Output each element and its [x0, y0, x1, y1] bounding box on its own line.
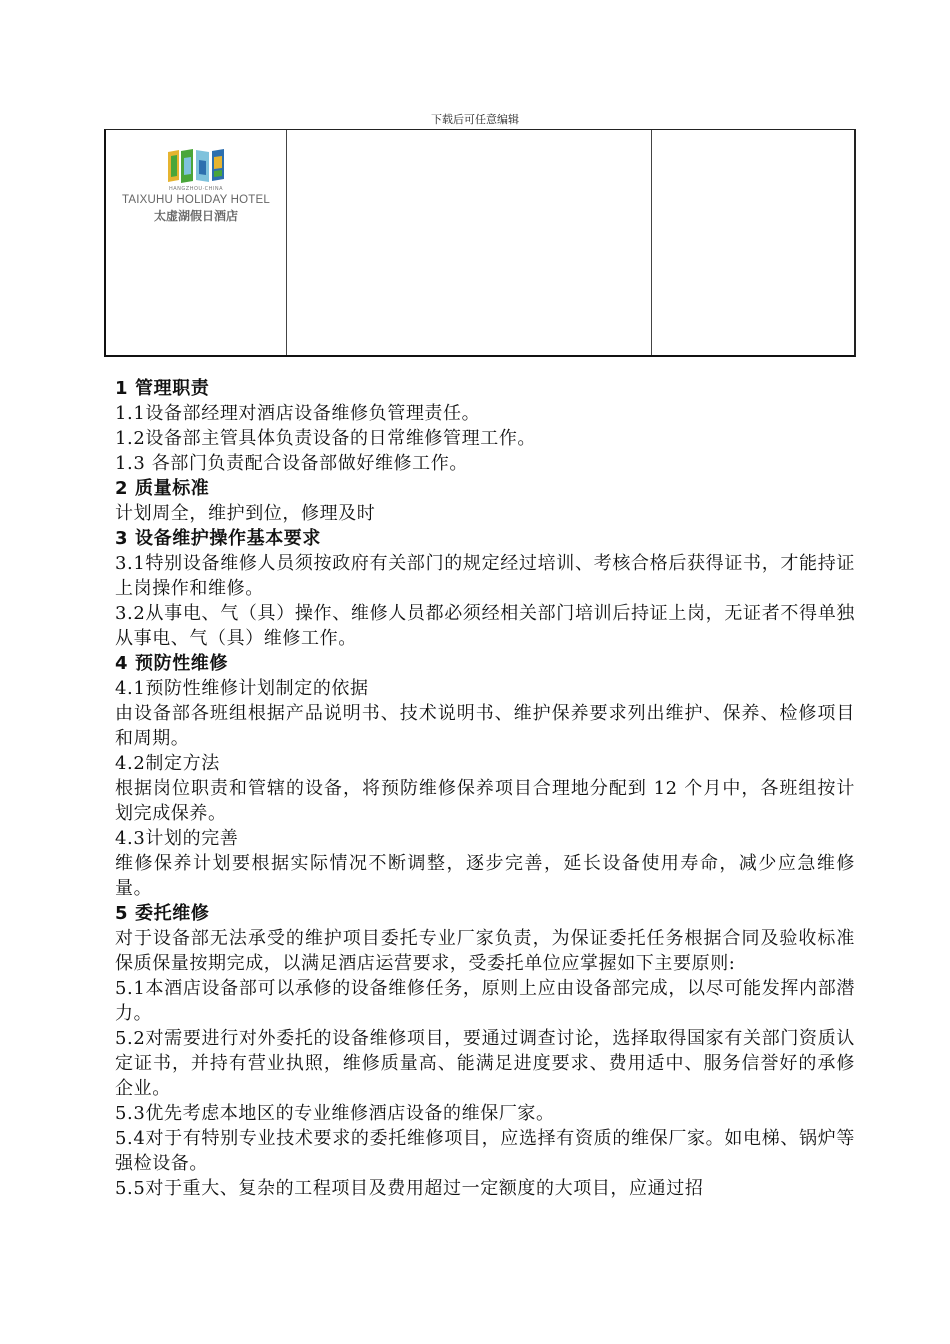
paragraph: 根据岗位职责和管辖的设备，将预防维修保养项目合理地分配到 12 个月中，各班组按计划完成保养。 [115, 778, 855, 824]
hotel-logo-icon [166, 148, 226, 184]
document-body [115, 376, 855, 1201]
paragraph: 5.3优先考虑本地区的专业维修酒店设备的维保厂家。 [115, 1103, 555, 1124]
document-header-table [104, 129, 856, 357]
paragraph: 5.4对于有特别专业技术要求的委托维修项目，应选择有资质的维保厂家。如电梯、锅炉等强检设备。 [115, 1128, 855, 1174]
hotel-logo [106, 148, 286, 224]
subsection-title: 4.2制定方法 [115, 753, 220, 774]
paragraph: 5.1本酒店设备部可以承修的设备维修任务，原则上应由设备部完成，以尽可能发挥内部潜力。 [115, 978, 855, 1024]
paragraph: 1.3 各部门负责配合设备部做好维修工作。 [115, 453, 468, 474]
section-title: 5 委托维修 [115, 903, 210, 924]
paragraph: 3.2从事电、气（具）操作、维修人员都必须经相关部门培训后持证上岗，无证者不得单独从事电、气（具）维修工作。 [115, 603, 855, 649]
paragraph: 计划周全，维护到位，修理及时 [115, 503, 376, 524]
paragraph: 由设备部各班组根据产品说明书、技术说明书、维护保养要求列出维护、保养、检修项目和周期。 [115, 703, 855, 749]
logo-cell [106, 130, 287, 355]
section-title: 1 管理职责 [115, 378, 210, 399]
subsection-title: 4.1预防性维修计划制定的依据 [115, 678, 369, 699]
paragraph: 3.1特别设备维修人员须按政府有关部门的规定经过培训、考核合格后获得证书，才能持证上岗操作和维修。 [115, 553, 855, 599]
header-empty-cell-right [652, 130, 854, 355]
section-title: 4 预防性维修 [115, 653, 228, 674]
download-note: 下载后可任意编辑 [431, 113, 519, 126]
section-title: 3 设备维护操作基本要求 [115, 528, 321, 549]
subsection-title: 4.3计划的完善 [115, 828, 239, 849]
paragraph: 5.2对需要进行对外委托的设备维修项目，要通过调查讨论，选择取得国家有关部门资质认定证书，并持有营业执照，维修质量高、能满足进度要求、费用适中、服务信誉好的承修企业。 [115, 1028, 855, 1099]
logo-chinese-name: 太虚湖假日酒店 [153, 209, 238, 223]
paragraph: 1.2设备部主管具体负责设备的日常维修管理工作。 [115, 428, 537, 449]
header-empty-cell-middle [286, 130, 652, 355]
paragraph: 对于设备部无法承受的维护项目委托专业厂家负责，为保证委托任务根据合同及验收标准保质保量按期完成，以满足酒店运营要求，受委托单位应掌握如下主要原则: [115, 928, 855, 974]
section-title: 2 质量标准 [115, 478, 210, 499]
logo-english-name: TAIXUHU HOLIDAY HOTEL [122, 194, 270, 206]
logo-location-text: HANGZHOU·CHINA [168, 186, 224, 192]
paragraph: 维修保养计划要根据实际情况不断调整，逐步完善，延长设备使用寿命，减少应急维修量。 [115, 853, 855, 899]
paragraph: 5.5对于重大、复杂的工程项目及费用超过一定额度的大项目，应通过招 [115, 1178, 704, 1199]
paragraph: 1.1设备部经理对酒店设备维修负管理责任。 [115, 403, 481, 424]
